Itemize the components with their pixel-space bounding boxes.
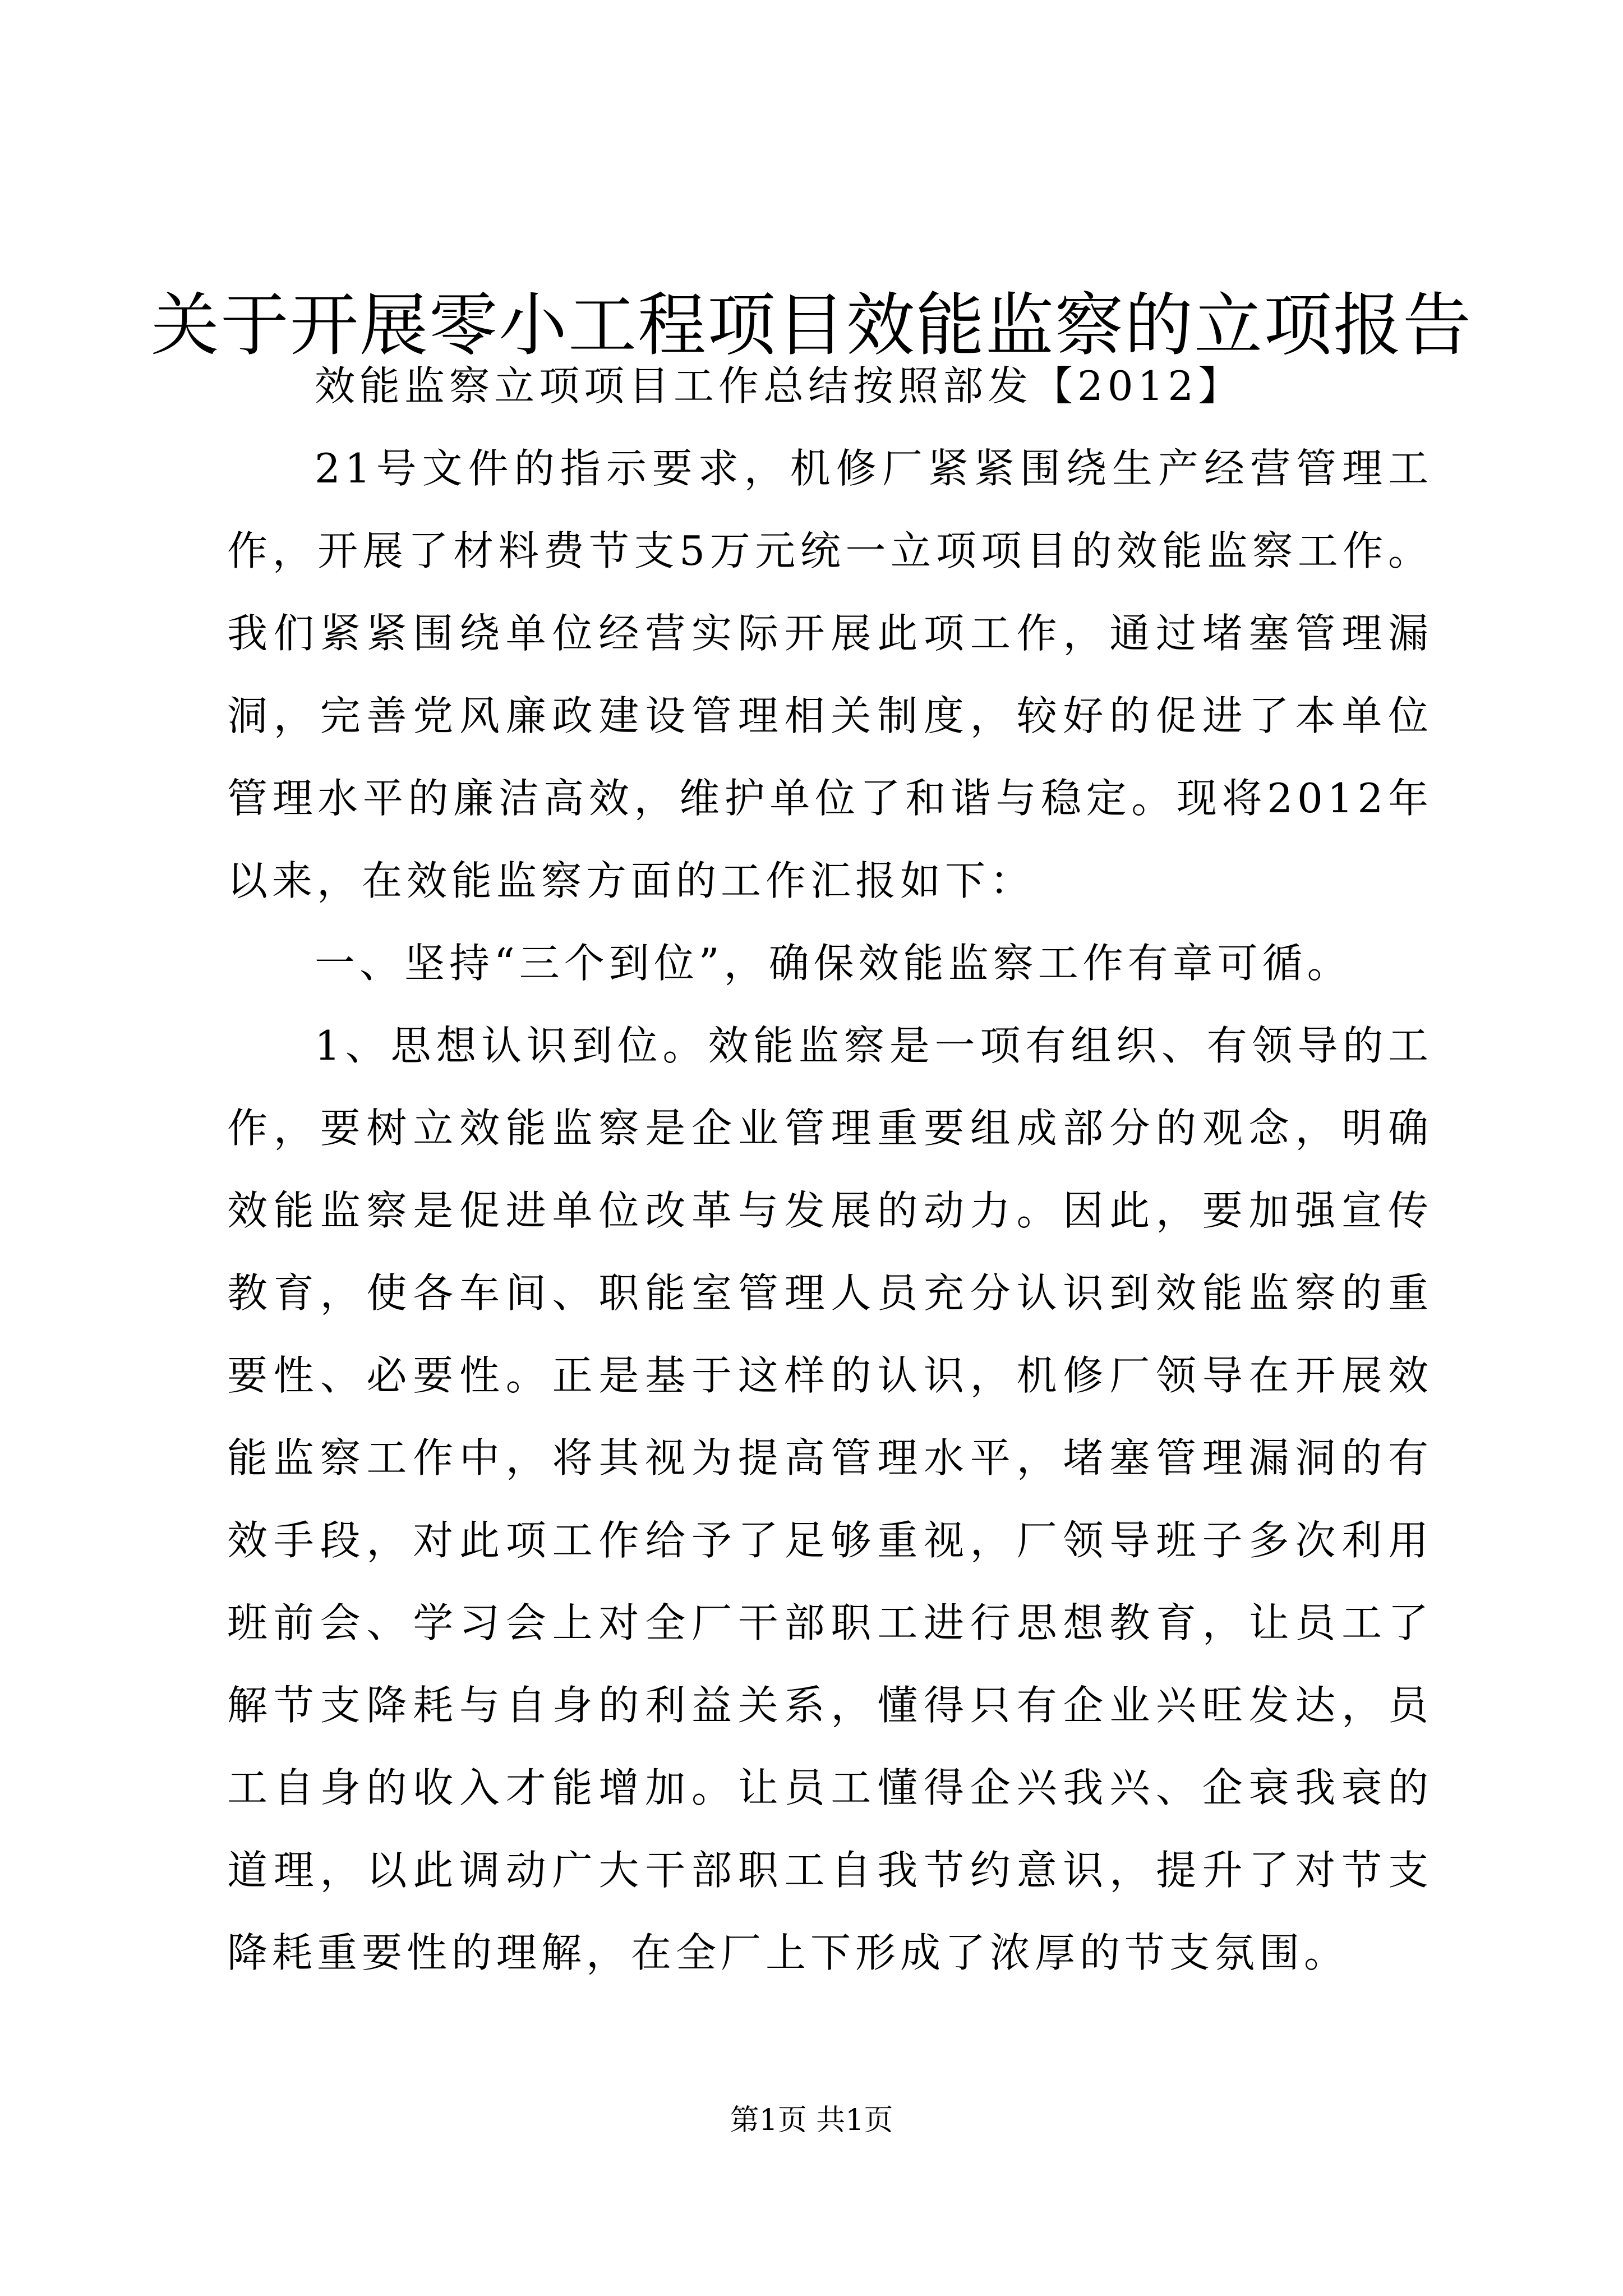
paragraph-summary: 21号文件的指示要求，机修厂紧紧围绕生产经营管理工作，开展了材料费节支5万元统一立项项目的效能监察工作。我们紧紧围绕单位经营实际开展此项工作，通过堵塞管理漏洞，完善党风廉政建设管理相关制度，较好的促进了本单位管理水平的廉洁高效，维护单位了和谐与稳定。现将2012年以来，在效能监察方面的工作汇报如下： xyxy=(227,445,1433,904)
document-title: 关于开展零小工程项目效能监察的立项报告 xyxy=(151,286,1472,365)
paragraph-item-1: 1、思想认识到位。效能监察是一项有组织、有领导的工作，要树立效能监察是企业管理重要组成部分的观念，明确效能监察是促进单位改革与发展的动力。因此，要加强宣传教育，使各车间、职能室管理人员充分认识到效能监察的重要性、必要性。正是基于这样的认识，机修厂领导在开展效能监察工作中，将其视为提高管理水平，堵塞管理漏洞的有效手段，对此项工作给予了足够重视，厂领导班子多次利用班前会、学习会上对全厂干部职工进行思想教育，让员工了解节支降耗与自身的利益关系，懂得只有企业兴旺发达，员工自身的收入才能增加。让员工懂得企兴我兴、企衰我衰的道理，以此调动广大干部职工自我节约意识，提升了对节支降耗重要性的理解，在全厂上下形成了浓厚的节支氛围。 xyxy=(227,1022,1433,1976)
page-footer: 第1页 共1页 xyxy=(730,2104,893,2137)
paragraph-section-heading: 一、坚持“三个到位”，确保效能监察工作有章可循。 xyxy=(315,940,1352,987)
document-body xyxy=(227,345,1433,1994)
paragraph-intro: 效能监察立项项目工作总结按照部发【2012】 xyxy=(315,362,1243,409)
